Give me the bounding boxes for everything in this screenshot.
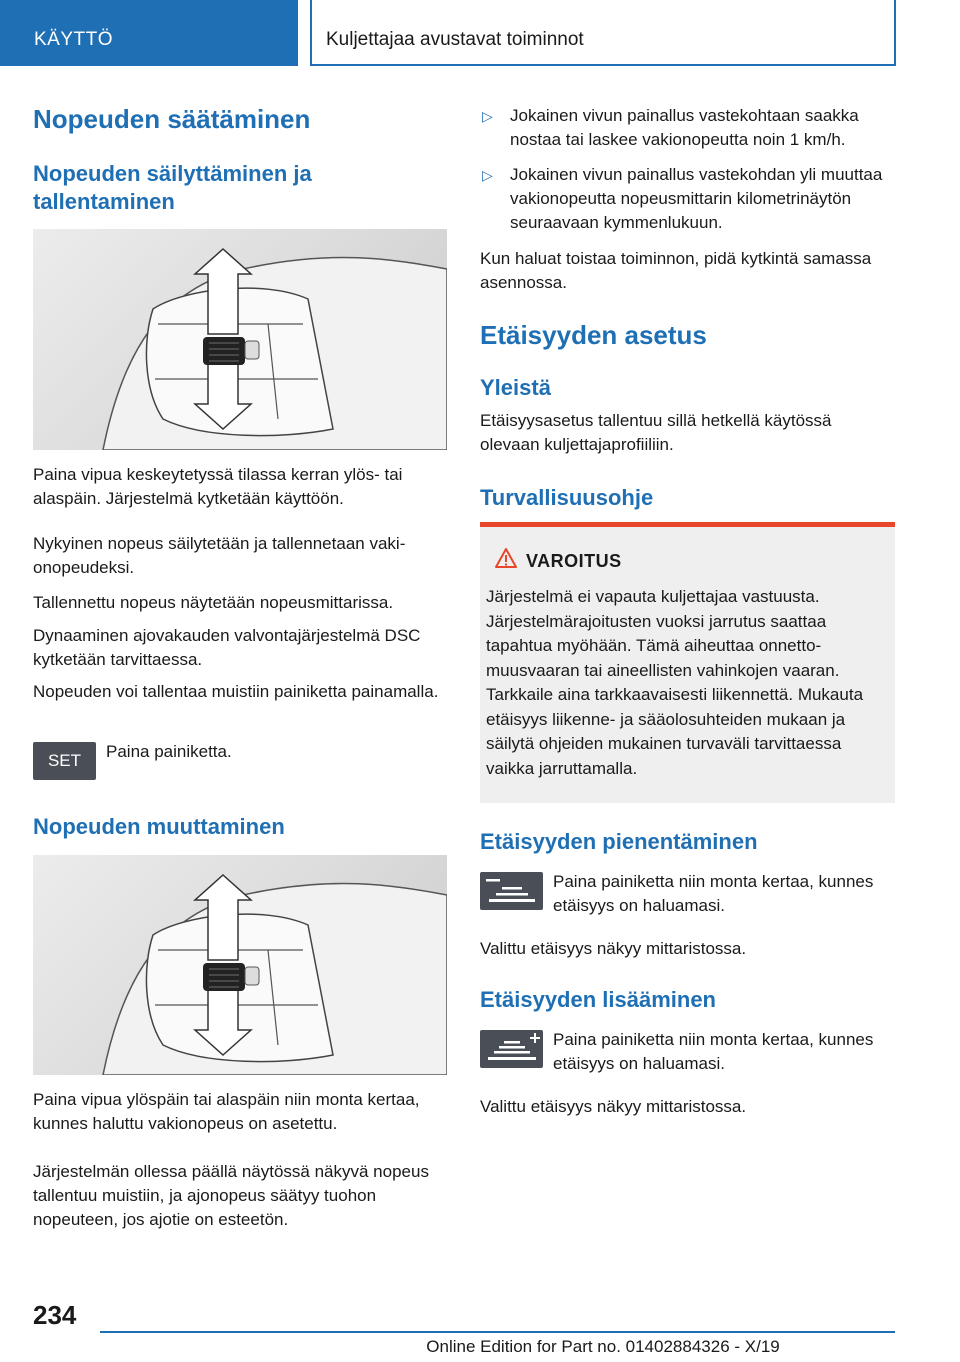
text-press-button: Paina painiketta. <box>106 742 232 761</box>
text-increase-press: Paina painiketta niin monta kertaa, kunnes etäisyys on haluamasi. <box>553 1030 874 1073</box>
warning-box <box>480 522 895 803</box>
text-repeat-function: Kun haluat toistaa toiminnon, pidä kytkintä samassa asennossa. <box>480 249 872 292</box>
header-chapter-box <box>310 0 896 66</box>
text-store-with-button: Nopeuden voi tallentaa muistiin painiketta painamalla. <box>33 682 439 701</box>
triangle-bullet-icon: ▷ <box>482 167 493 183</box>
bullet-text: Jokainen vivun painallus vastekohdan yli muuttaa vakionopeutta nopeusmittarin kilometrinäytön seuraavaan kymmenlukuun. <box>510 165 883 232</box>
heading-distance-setting: Etäisyyden asetus <box>480 320 707 350</box>
text-decrease-shown: Valittu etäisyys näkyy mittaristossa. <box>480 939 747 958</box>
heading-keep-store: Nopeuden säilyttäminen ja tallentaminen <box>33 161 312 214</box>
heading-speed-adjust: Nopeuden säätäminen <box>33 104 311 134</box>
text-current-speed-stored: Nykyinen nopeus säilytetään ja tallennetaan vakionopeudeksi. <box>33 534 406 577</box>
distance-increase-icon <box>480 1030 543 1068</box>
text-activate-lever: Paina vipua keskeytetyssä tilassa kerran ylös- tai alaspäin. Järjestelmä kytketään käyttöön. <box>33 465 403 508</box>
bullet-text: Jokainen vivun painallus vastekohtaan saakka nostaa tai laskee vakionopeutta noin 1 km/h. <box>510 106 859 149</box>
text-increase-shown: Valittu etäisyys näkyy mittaristossa. <box>480 1097 747 1116</box>
header-chapter-label: Kuljettajaa avustavat toiminnot <box>326 29 584 50</box>
distance-bars-plus-icon <box>480 1030 543 1068</box>
text-dsc-activated: Dynaaminen ajovakauden valvontajärjestelmä DSC kytketään tarvittaessa. <box>33 626 421 669</box>
heading-general: Yleistä <box>480 375 551 400</box>
heading-increase-distance: Etäisyyden lisääminen <box>480 987 716 1012</box>
warning-text: Järjestelmä ei vapauta kuljettajaa vastuusta. Järjestelmärajoitusten vuoksi jarrutus saattaa tapahtua myöhään. Tämä aiheuttaa onnettomuusvaaran tai aineellisten vahinkojen vaaran. Tarkkaile aina tarkkaavaisesti liikennettä. Mukauta etäisyys liikenne- ja sääolosuhteiden mukaan ja säilytä ohjeiden mukainen turvaväli tarvittaessa vaikka jarruttamalla. <box>486 587 864 778</box>
footer-divider <box>100 1331 895 1333</box>
warning-title: VAROITUS <box>526 551 622 571</box>
warning-triangle-icon <box>494 547 518 569</box>
text-speed-stored-adjusts: Järjestelmän ollessa päällä näytössä näkyvä nopeus tallentuu muistiin, ja ajonopeus säätyy tuohon nopeuteen, jos ajotie on esteetön. <box>33 1162 429 1229</box>
triangle-bullet-icon: ▷ <box>482 108 493 124</box>
header-section-label: KÄYTTÖ <box>34 29 114 50</box>
set-button-icon: SET <box>33 742 96 780</box>
text-press-lever-repeatedly: Paina vipua ylöspäin tai alaspäin niin monta kertaa, kunnes haluttu vakionopeus on asetettu. <box>33 1090 420 1133</box>
steering-wheel-illustration <box>33 229 447 450</box>
heading-decrease-distance: Etäisyyden pienentäminen <box>480 829 758 854</box>
steering-wheel-lever-image-1 <box>33 229 447 450</box>
page-number: 234 <box>33 1300 77 1330</box>
footer-edition: Online Edition for Part no. 01402884326 - X/19 <box>426 1337 780 1356</box>
distance-decrease-icon <box>480 872 543 910</box>
distance-bars-minus-icon <box>480 872 543 910</box>
text-stored-speed-shown: Tallennettu nopeus näytetään nopeusmittarissa. <box>33 593 394 612</box>
heading-safety: Turvallisuusohje <box>480 485 654 510</box>
header-section-tab <box>0 0 298 66</box>
steering-wheel-lever-image-2 <box>33 855 447 1075</box>
text-decrease-press: Paina painiketta niin monta kertaa, kunnes etäisyys on haluamasi. <box>553 872 874 915</box>
steering-wheel-illustration <box>33 855 447 1075</box>
heading-change-speed: Nopeuden muuttaminen <box>33 814 285 839</box>
text-distance-profile: Etäisyysasetus tallentuu sillä hetkellä käytössä olevaan kuljettajaprofiiliin. <box>480 411 832 454</box>
